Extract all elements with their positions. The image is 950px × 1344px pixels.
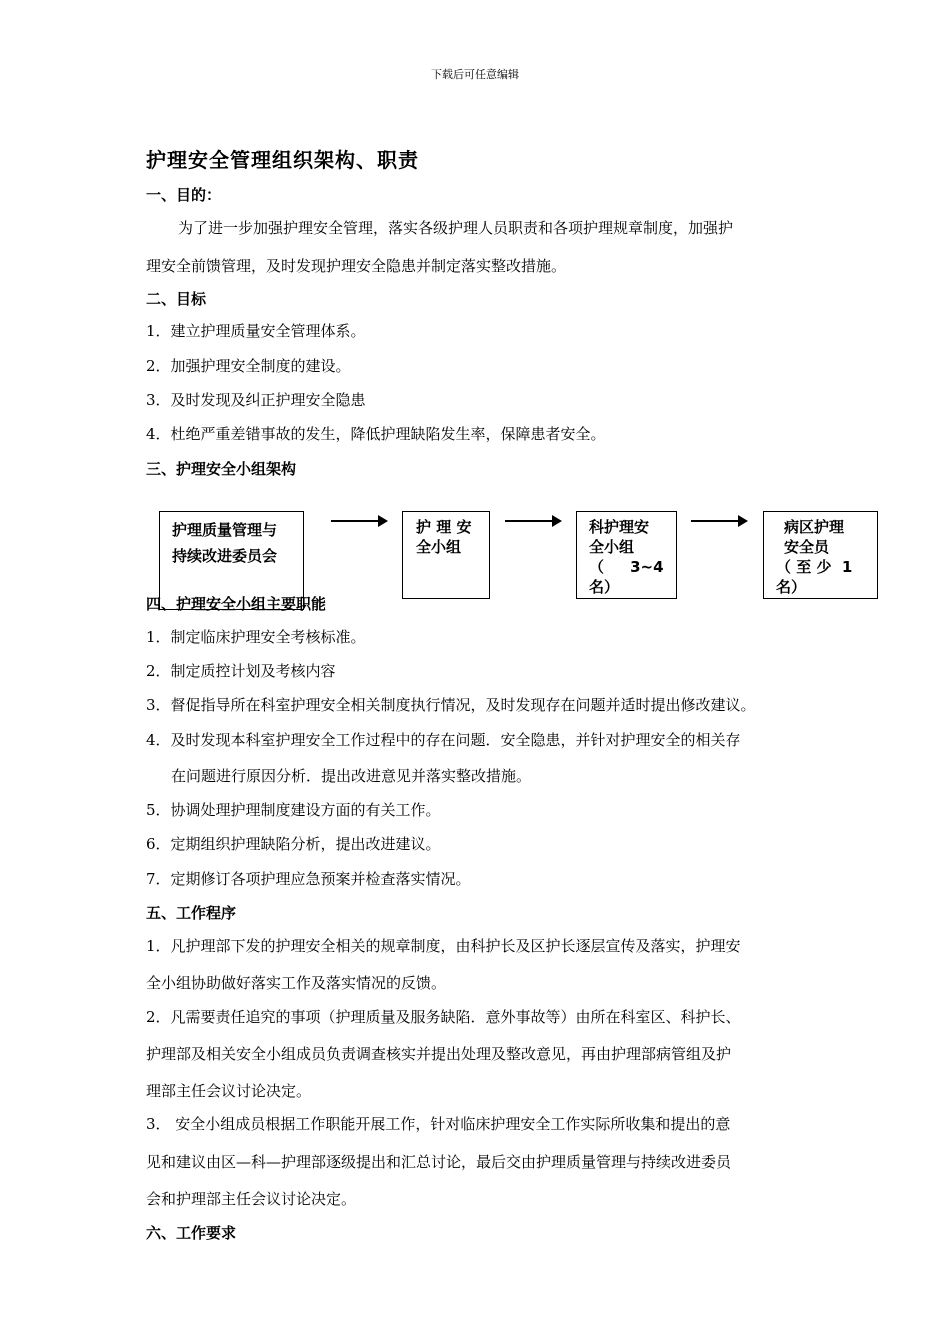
org-box-text-line: 名） bbox=[589, 578, 620, 596]
org-box-ward-officer-label bbox=[776, 517, 852, 597]
goal-item: 2．加强护理安全制度的建设。 bbox=[146, 357, 351, 375]
org-box-text-line: 全小组 bbox=[589, 538, 635, 556]
org-box-text-line: 名） bbox=[776, 578, 807, 596]
org-box-text-line: 全小组 bbox=[416, 538, 462, 556]
org-box-text-line: 病区护理 bbox=[784, 518, 845, 536]
section-1-line-2: 理安全前馈管理，及时发现护理安全隐患并制定落实整改措施。 bbox=[146, 257, 567, 275]
org-box-text-line: 护 理 安 bbox=[416, 518, 472, 536]
function-item: 6．定期组织护理缺陷分析，提出改进建议。 bbox=[146, 835, 441, 853]
org-box-committee-label bbox=[172, 517, 277, 569]
page-header-note: 下载后可任意编辑 bbox=[431, 68, 519, 81]
org-box-text-line: 持续改进委员会 bbox=[172, 547, 278, 565]
procedure-line: 护理部及相关安全小组成员负责调查核实并提出处理及整改意见，再由护理部病管组及护 bbox=[146, 1045, 732, 1063]
function-item: 5．协调处理护理制度建设方面的有关工作。 bbox=[146, 801, 441, 819]
section-6-heading: 六、工作要求 bbox=[146, 1224, 237, 1242]
org-box-text-line: 安全员 bbox=[784, 538, 830, 556]
procedure-line: 见和建议由区—科—护理部逐级提出和汇总讨论，最后交由护理质量管理与持续改进委员 bbox=[146, 1153, 732, 1171]
document-title: 护理安全管理组织架构、职责 bbox=[146, 148, 419, 172]
procedure-line: 1．凡护理部下发的护理安全相关的规章制度，由科护长及区护长逐层宣传及落实，护理安 bbox=[146, 937, 741, 955]
section-3-heading: 三、护理安全小组架构 bbox=[146, 460, 297, 478]
section-2-heading: 二、目标 bbox=[146, 290, 207, 308]
function-item: 2．制定质控计划及考核内容 bbox=[146, 662, 336, 680]
function-item: 7．定期修订各项护理应急预案并检查落实情况。 bbox=[146, 870, 471, 888]
goal-item: 3．及时发现及纠正护理安全隐患 bbox=[146, 391, 366, 409]
org-box-text-line: （ 至 少 1 bbox=[776, 558, 853, 576]
section-5-heading: 五、工作程序 bbox=[146, 904, 237, 922]
org-arrow-3 bbox=[691, 520, 746, 522]
procedure-line: 全小组协助做好落实工作及落实情况的反馈。 bbox=[146, 974, 447, 992]
function-item-continued: 在问题进行原因分析．提出改进意见并落实整改措施。 bbox=[171, 767, 532, 785]
section-1-line-1: 为了进一步加强护理安全管理，落实各级护理人员职责和各项护理规章制度，加强护 bbox=[178, 219, 734, 237]
org-box-department-group-label bbox=[589, 517, 664, 597]
org-arrow-2 bbox=[505, 520, 560, 522]
org-box-text-line: 科护理安 bbox=[589, 518, 650, 536]
section-1-heading: 一、目的： bbox=[146, 186, 222, 204]
procedure-line: 3． 安全小组成员根据工作职能开展工作，针对临床护理安全工作实际所收集和提出的意 bbox=[146, 1115, 731, 1133]
org-box-nursing-safety-group-label bbox=[416, 517, 471, 557]
function-item: 4．及时发现本科室护理安全工作过程中的存在问题．安全隐患，并针对护理安全的相关存 bbox=[146, 731, 741, 749]
org-arrow-1 bbox=[331, 520, 386, 522]
goal-item: 1．建立护理质量安全管理体系。 bbox=[146, 322, 366, 340]
org-box-text-line: 护理质量管理与 bbox=[172, 521, 278, 539]
section-4-heading: 四、护理安全小组主要职能 bbox=[146, 595, 327, 613]
function-item: 1．制定临床护理安全考核标准。 bbox=[146, 628, 366, 646]
procedure-line: 会和护理部主任会议讨论决定。 bbox=[146, 1190, 357, 1208]
procedure-line: 理部主任会议讨论决定。 bbox=[146, 1082, 312, 1100]
function-item: 3．督促指导所在科室护理安全相关制度执行情况，及时发现存在问题并适时提出修改建议。 bbox=[146, 696, 756, 714]
org-box-text-line: （ 3~4 bbox=[589, 558, 664, 576]
procedure-line: 2．凡需要责任追究的事项（护理质量及服务缺陷．意外事故等）由所在科室区、科护长、 bbox=[146, 1008, 741, 1026]
goal-item: 4．杜绝严重差错事故的发生，降低护理缺陷发生率，保障患者安全。 bbox=[146, 425, 606, 443]
